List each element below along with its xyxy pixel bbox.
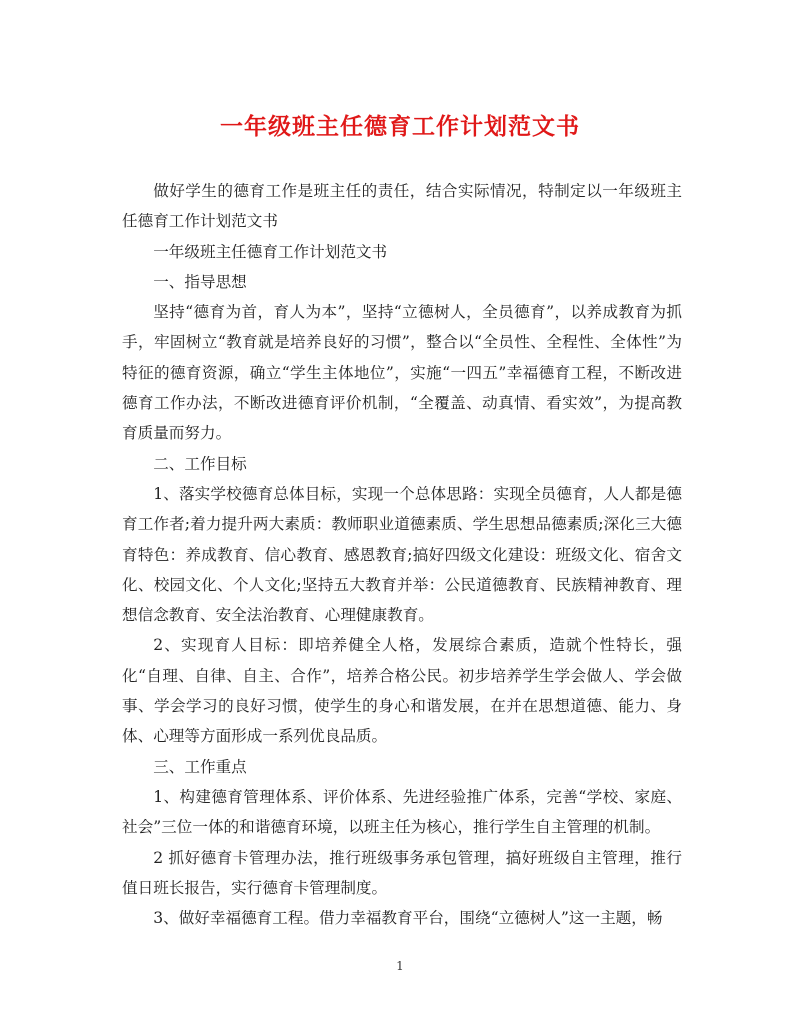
work-goal-2-paragraph: 2、实现育人目标：即培养健全人格，发展综合素质，造就个性特长，强化“自理、自律、自主、合作”，培养合格公民。初步培养学生学会做人、学会做事、学会学习的良好习惯，使学生的身心和谐发展，在并在思想道德、能力、身体、心理等方面形成一系列优良品质。 [122, 636, 682, 746]
work-focus-3-paragraph: 3、做好幸福德育工程。借力幸福教育平台，围绕“立德树人”这一主题，畅 [153, 909, 663, 928]
work-focus-2-paragraph: 2 抓好德育卡管理办法，推行班级事务承包管理，搞好班级自主管理，推行值日班长报告，实行德育卡管理制度。 [122, 848, 682, 897]
page-number: 1 [396, 959, 404, 973]
guiding-ideology-paragraph: 坚持“德育为首，育人为本”，坚持“立德树人，全员德育”，以养成教育为抓手，牢固树立“教育就是培养良好的习惯”，整合以“全员性、全程性、全体性”为特征的德育资源，确立“学生主体地位”，实施“一四五”幸福德育工程，不断改进德育工作办法，不断改进德育评价机制，“全覆盖、动真情、看实效”，为提高教育质量而努力。 [122, 303, 682, 443]
intro-paragraph: 做好学生的德育工作是班主任的责任，结合实际情况，特制定以一年级班主任德育工作计划范文书 [122, 182, 682, 231]
section-heading-work-focus: 三、工作重点 [153, 757, 247, 776]
document-title: 一年级班主任德育工作计划范文书 [220, 113, 580, 140]
document-body [122, 176, 682, 933]
work-goal-1-paragraph: 1、落实学校德育总体目标，实现一个总体思路：实现全员德育，人人都是德育工作者;着力提升两大素质：教师职业道德素质、学生思想品德素质;深化三大德育特色：养成教育、信心教育、感恩教育;搞好四级文化建设：班级文化、宿舍文化、校园文化、个人文化;坚持五大教育并举：公民道德教育、民族精神教育、理想信念教育、安全法治教育、心理健康教育。 [122, 484, 682, 625]
subtitle-line: 一年级班主任德育工作计划范文书 [153, 242, 388, 261]
section-heading-work-goals: 二、工作目标 [153, 454, 247, 473]
section-heading-guiding-ideology: 一、指导思想 [153, 272, 247, 291]
work-focus-1-paragraph: 1、构建德育管理体系、评价体系、先进经验推广体系，完善“学校、家庭、社会”三位一体的和谐德育环境，以班主任为核心，推行学生自主管理的机制。 [122, 787, 682, 837]
